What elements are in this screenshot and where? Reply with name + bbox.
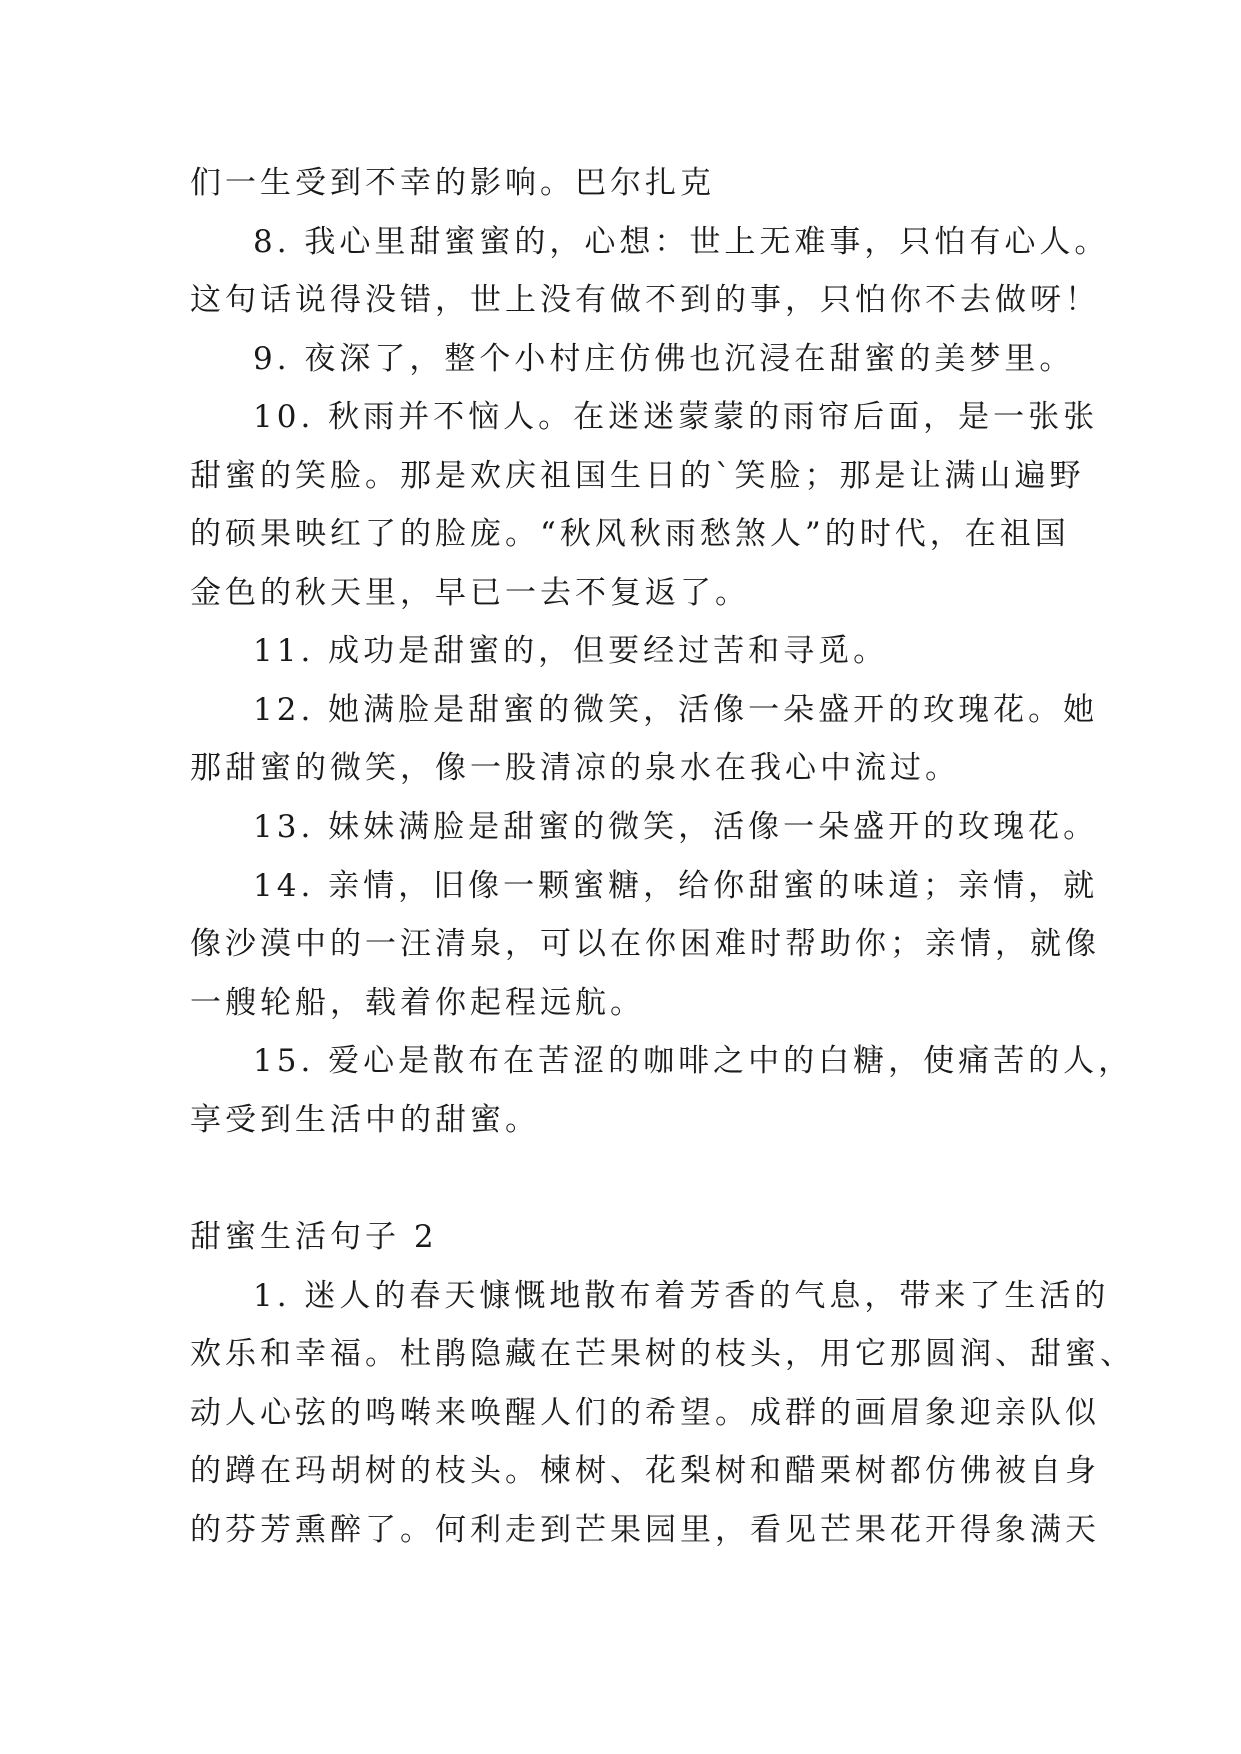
text-line: 8. 我心里甜蜜蜜的，心想：世上无难事，只怕有心人。 bbox=[253, 224, 1110, 260]
text-line: 13. 妹妹满脸是甜蜜的微笑，活像一朵盛开的玫瑰花。 bbox=[253, 809, 1099, 845]
text-line: 15. 爱心是散布在苦涩的咖啡之中的白糖，使痛苦的人， bbox=[253, 1043, 1134, 1079]
text-line: 14. 亲情，旧像一颗蜜糖，给你甜蜜的味道；亲情，就 bbox=[253, 868, 1099, 904]
text-line: 这句话说得没错，世上没有做不到的事，只怕你不去做呀！ bbox=[190, 282, 1100, 318]
text-line: 的硕果映红了的脸庞。“秋风秋雨愁煞人”的时代，在祖国 bbox=[190, 516, 1070, 552]
text-line: 金色的秋天里，早已一去不复返了。 bbox=[190, 575, 750, 611]
text-line: 的芬芳熏醉了。何利走到芒果园里，看见芒果花开得象满天 bbox=[190, 1512, 1100, 1548]
text-line: 的蹲在玛胡树的枝头。楝树、花梨树和醋栗树都仿佛被自身 bbox=[190, 1453, 1100, 1489]
text-line: 9. 夜深了，整个小村庄仿佛也沉浸在甜蜜的美梦里。 bbox=[253, 341, 1075, 377]
text-line: 12. 她满脸是甜蜜的微笑，活像一朵盛开的玫瑰花。她 bbox=[253, 692, 1099, 728]
text-line: 享受到生活中的甜蜜。 bbox=[190, 1102, 540, 1138]
text-line: 11. 成功是甜蜜的，但要经过苦和寻觅。 bbox=[253, 633, 889, 669]
text-line: 欢乐和幸福。杜鹃隐藏在芒果树的枝头，用它那圆润、甜蜜、 bbox=[190, 1336, 1135, 1372]
text-line: 动人心弦的鸣啭来唤醒人们的希望。成群的画眉象迎亲队似 bbox=[190, 1395, 1100, 1431]
section-heading: 甜蜜生活句子 2 bbox=[190, 1219, 438, 1255]
text-line: 那甜蜜的微笑，像一股清凉的泉水在我心中流过。 bbox=[190, 750, 960, 786]
text-line: 10. 秋雨并不恼人。在迷迷蒙蒙的雨帘后面，是一张张 bbox=[253, 399, 1099, 435]
text-line: 1. 迷人的春天慷慨地散布着芳香的气息，带来了生活的 bbox=[253, 1278, 1110, 1314]
text-line: 们一生受到不幸的影响。巴尔扎克 bbox=[190, 165, 715, 201]
text-line: 像沙漠中的一汪清泉，可以在你困难时帮助你；亲情，就像 bbox=[190, 926, 1100, 962]
text-line: 一艘轮船，载着你起程远航。 bbox=[190, 985, 645, 1021]
text-line: 甜蜜的笑脸。那是欢庆祖国生日的`笑脸；那是让满山遍野 bbox=[190, 458, 1085, 494]
